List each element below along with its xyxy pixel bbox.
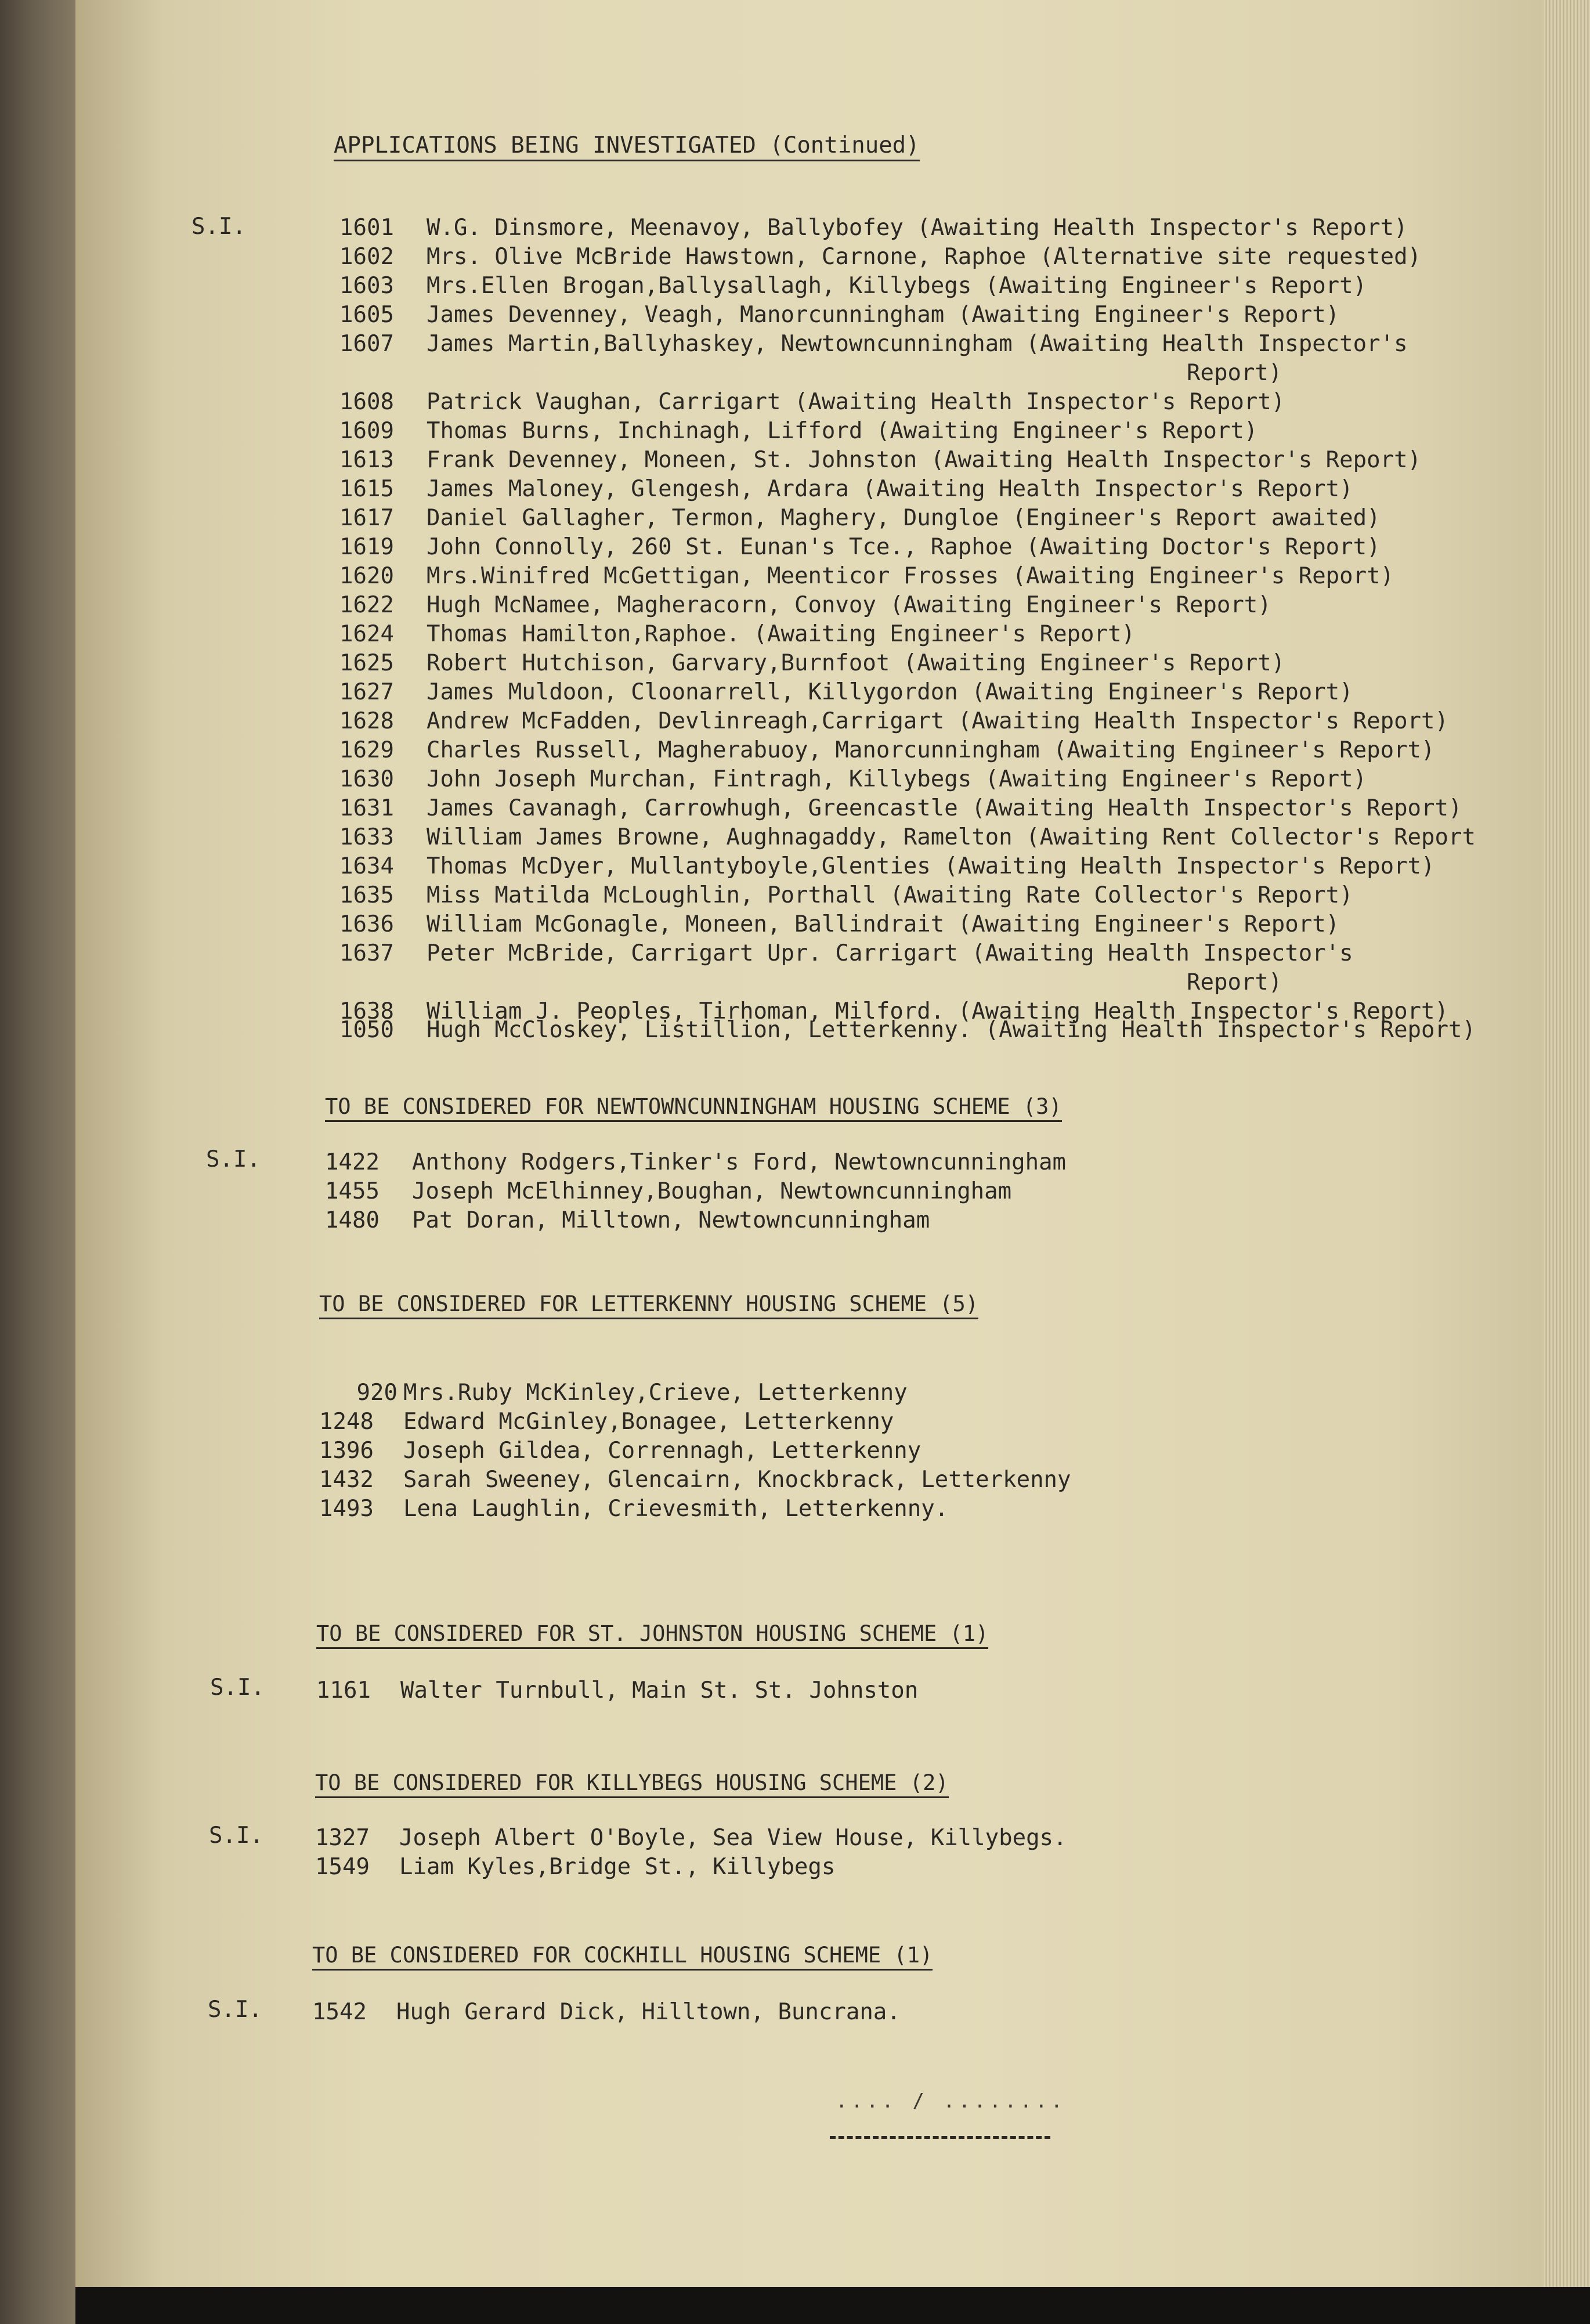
application-number: 1542 — [312, 1999, 367, 2025]
list-item — [339, 562, 1476, 591]
list-item — [339, 939, 1476, 968]
footer-dots: .... / ........ — [836, 2090, 1067, 2113]
list-item — [315, 1824, 1067, 1853]
application-text: Mrs. Olive McBride Hawstown, Carnone, Raphoe (Alternative site requested) — [427, 244, 1422, 270]
application-text: Miss Matilda McLoughlin, Porthall (Awaiting Rate Collector's Report) — [427, 882, 1353, 908]
application-text: Robert Hutchison, Garvary,Burnfoot (Awaiting Engineer's Report) — [427, 650, 1285, 676]
section-title-st-johnston: TO BE CONSIDERED FOR ST. JOHNSTON HOUSING SCHEME (1) — [316, 1621, 988, 1649]
application-text: Mrs.Ruby McKinley,Crieve, Letterkenny — [403, 1380, 908, 1406]
application-number: 1622 — [339, 592, 394, 618]
application-number: 1422 — [325, 1149, 380, 1175]
application-number: 920 — [356, 1380, 398, 1406]
application-number: 1625 — [339, 650, 394, 676]
application-number: 1480 — [325, 1207, 380, 1233]
application-text: James Maloney, Glengesh, Ardara (Awaiting Health Inspector's Report) — [427, 476, 1353, 502]
application-text: Joseph McElhinney,Boughan, Newtowncunningham — [412, 1178, 1012, 1204]
application-number: 1628 — [339, 708, 394, 734]
application-text: James Martin,Ballyhaskey, Newtowncunningham (Awaiting Health Inspector's — [427, 331, 1408, 357]
list-item — [339, 504, 1476, 533]
application-number: 1637 — [339, 940, 394, 966]
application-number: 1608 — [339, 389, 394, 415]
section-label: S.I. — [209, 1823, 263, 1849]
application-text: Charles Russell, Magherabuoy, Manorcunningham (Awaiting Engineer's Report) — [427, 737, 1435, 763]
letterkenny-list — [319, 1378, 1071, 1524]
list-item — [325, 1148, 1066, 1177]
application-text: John Joseph Murchan, Fintragh, Killybegs (Awaiting Engineer's Report) — [427, 766, 1367, 792]
list-item — [339, 591, 1476, 620]
application-number: 1629 — [339, 737, 394, 763]
application-text: W.G. Dinsmore, Meenavoy, Ballybofey (Awaiting Health Inspector's Report) — [427, 215, 1408, 241]
list-item — [339, 910, 1476, 939]
application-number: 1633 — [339, 824, 394, 850]
application-text: Lena Laughlin, Crievesmith, Letterkenny. — [403, 1496, 949, 1522]
application-text: James Cavanagh, Carrowhugh, Greencastle (Awaiting Health Inspector's Report) — [427, 795, 1462, 821]
application-text: Thomas McDyer, Mullantyboyle,Glenties (Awaiting Health Inspector's Report) — [427, 853, 1435, 879]
section-title-killybegs: TO BE CONSIDERED FOR KILLYBEGS HOUSING SCHEME (2) — [315, 1770, 949, 1798]
application-number: 1638 — [339, 998, 394, 1024]
list-item — [339, 243, 1476, 272]
application-number: 1050 — [339, 1017, 394, 1043]
application-number: 1432 — [319, 1467, 374, 1493]
list-item — [339, 417, 1476, 446]
page-heading: APPLICATIONS BEING INVESTIGATED (Continued) — [334, 132, 920, 161]
list-item — [339, 475, 1476, 504]
book-binding — [0, 0, 75, 2324]
application-text: William McGonagle, Moneen, Ballindrait (Awaiting Engineer's Report) — [427, 911, 1340, 937]
application-text: Anthony Rodgers,Tinker's Ford, Newtowncunningham — [412, 1149, 1067, 1175]
page-edges — [1544, 0, 1590, 2298]
main-application-list — [339, 214, 1476, 1045]
application-number: 1615 — [339, 476, 394, 502]
application-number: 1549 — [315, 1854, 370, 1880]
application-text: Daniel Gallagher, Termon, Maghery, Dungloe (Engineer's Report awaited) — [427, 505, 1381, 531]
application-text: James Muldoon, Cloonarrell, Killygordon (Awaiting Engineer's Report) — [427, 679, 1353, 705]
application-number: 1248 — [319, 1409, 374, 1435]
section-label: S.I. — [208, 1997, 262, 2023]
application-text: Walter Turnbull, Main St. St. Johnston — [400, 1677, 919, 1704]
list-item — [339, 388, 1476, 417]
application-number: 1602 — [339, 244, 394, 270]
application-text: Frank Devenney, Moneen, St. Johnston (Awaiting Health Inspector's Report) — [427, 447, 1422, 473]
application-text: Hugh McCloskey, Listillion, Letterkenny. (Awaiting Health Inspector's Report) — [427, 1017, 1476, 1043]
application-text: James Devenney, Veagh, Manorcunningham (Awaiting Engineer's Report) — [427, 302, 1340, 328]
list-item — [339, 1016, 1476, 1045]
application-number: 1603 — [339, 273, 394, 299]
application-text: Mrs.Winifred McGettigan, Meenticor Frosses (Awaiting Engineer's Report) — [427, 563, 1394, 589]
section-label: S.I. — [191, 214, 246, 240]
application-text: William J. Peoples, Tirhoman, Milford. (Awaiting Health Inspector's Report) — [427, 998, 1448, 1024]
application-text: Sarah Sweeney, Glencairn, Knockbrack, Letterkenny — [403, 1467, 1071, 1493]
application-text: Thomas Burns, Inchinagh, Lifford (Awaiting Engineer's Report) — [427, 418, 1258, 444]
list-item — [339, 446, 1476, 475]
application-number: 1613 — [339, 447, 394, 473]
application-number: 1605 — [339, 302, 394, 328]
list-item — [339, 678, 1476, 707]
list-item — [339, 736, 1476, 765]
list-item — [339, 214, 1476, 243]
list-item — [319, 1408, 1071, 1437]
application-text: William James Browne, Aughnagaddy, Ramelton (Awaiting Rent Collector's Report — [427, 824, 1476, 850]
list-item — [319, 1437, 1071, 1466]
application-text: Peter McBride, Carrigart Upr. Carrigart (Awaiting Health Inspector's — [427, 940, 1353, 966]
list-item-continuation — [339, 968, 1476, 997]
list-item — [339, 823, 1476, 852]
application-number: 1619 — [339, 534, 394, 560]
section-label: S.I. — [206, 1146, 261, 1172]
application-number: 1493 — [319, 1496, 374, 1522]
list-item — [339, 272, 1476, 301]
application-text: Pat Doran, Milltown, Newtowncunningham — [412, 1207, 930, 1233]
application-number: 1624 — [339, 621, 394, 647]
application-text: Report) — [1187, 969, 1282, 995]
application-text: Mrs.Ellen Brogan,Ballysallagh, Killybegs (Awaiting Engineer's Report) — [427, 273, 1367, 299]
application-number: 1601 — [339, 215, 394, 241]
list-item — [339, 330, 1476, 359]
application-text: Edward McGinley,Bonagee, Letterkenny — [403, 1409, 894, 1435]
document-page — [75, 0, 1544, 2287]
st-johnston-list — [316, 1676, 918, 1705]
list-item — [316, 1676, 918, 1705]
list-item — [319, 1466, 1071, 1495]
list-item — [339, 301, 1476, 330]
list-item — [325, 1177, 1066, 1206]
bottom-shadow — [75, 2287, 1590, 2324]
application-number: 1607 — [339, 331, 394, 357]
application-number: 1617 — [339, 505, 394, 531]
list-item — [339, 881, 1476, 910]
list-item — [339, 649, 1476, 678]
list-item — [325, 1206, 1066, 1235]
application-number: 1455 — [325, 1178, 380, 1204]
application-text: Patrick Vaughan, Carrigart (Awaiting Health Inspector's Report) — [427, 389, 1285, 415]
list-item — [319, 1495, 1071, 1524]
application-number: 1634 — [339, 853, 394, 879]
list-item-continuation — [339, 359, 1476, 388]
application-text: Hugh McNamee, Magheracorn, Convoy (Awaiting Engineer's Report) — [427, 592, 1271, 618]
cockhill-list — [312, 1998, 901, 2027]
application-text: Joseph Gildea, Corrennagh, Letterkenny — [403, 1438, 922, 1464]
newtowncunningham-list — [325, 1148, 1066, 1235]
application-number: 1609 — [339, 418, 394, 444]
application-text: Hugh Gerard Dick, Hilltown, Buncrana. — [396, 1999, 901, 2025]
application-number: 1327 — [315, 1825, 370, 1851]
footer-dash-line — [830, 2136, 1050, 2139]
list-item — [319, 1378, 1071, 1408]
list-item — [339, 794, 1476, 823]
application-text: Liam Kyles,Bridge St., Killybegs — [399, 1854, 836, 1880]
list-item — [339, 533, 1476, 562]
list-item — [339, 707, 1476, 736]
list-item — [339, 620, 1476, 649]
application-text: Joseph Albert O'Boyle, Sea View House, Killybegs. — [399, 1825, 1067, 1851]
application-number: 1161 — [316, 1677, 371, 1704]
application-text: Andrew McFadden, Devlinreagh,Carrigart (Awaiting Health Inspector's Report) — [427, 708, 1448, 734]
list-item — [312, 1998, 901, 2027]
application-text: John Connolly, 260 St. Eunan's Tce., Raphoe (Awaiting Doctor's Report) — [427, 534, 1381, 560]
application-number: 1620 — [339, 563, 394, 589]
list-item — [315, 1853, 1067, 1882]
application-number: 1635 — [339, 882, 394, 908]
killybegs-list — [315, 1824, 1067, 1882]
application-number: 1630 — [339, 766, 394, 792]
section-title-newtowncunningham: TO BE CONSIDERED FOR NEWTOWNCUNNINGHAM HOUSING SCHEME (3) — [325, 1094, 1062, 1122]
section-title-cockhill: TO BE CONSIDERED FOR COCKHILL HOUSING SCHEME (1) — [312, 1943, 933, 1971]
application-number: 1636 — [339, 911, 394, 937]
section-label: S.I. — [210, 1675, 265, 1701]
application-number: 1627 — [339, 679, 394, 705]
list-item — [339, 765, 1476, 794]
application-number: 1631 — [339, 795, 394, 821]
section-title-letterkenny: TO BE CONSIDERED FOR LETTERKENNY HOUSING SCHEME (5) — [319, 1291, 978, 1319]
application-number: 1396 — [319, 1438, 374, 1464]
application-text: Report) — [1187, 360, 1282, 386]
list-item — [339, 852, 1476, 881]
application-text: Thomas Hamilton,Raphoe. (Awaiting Engineer's Report) — [427, 621, 1135, 647]
